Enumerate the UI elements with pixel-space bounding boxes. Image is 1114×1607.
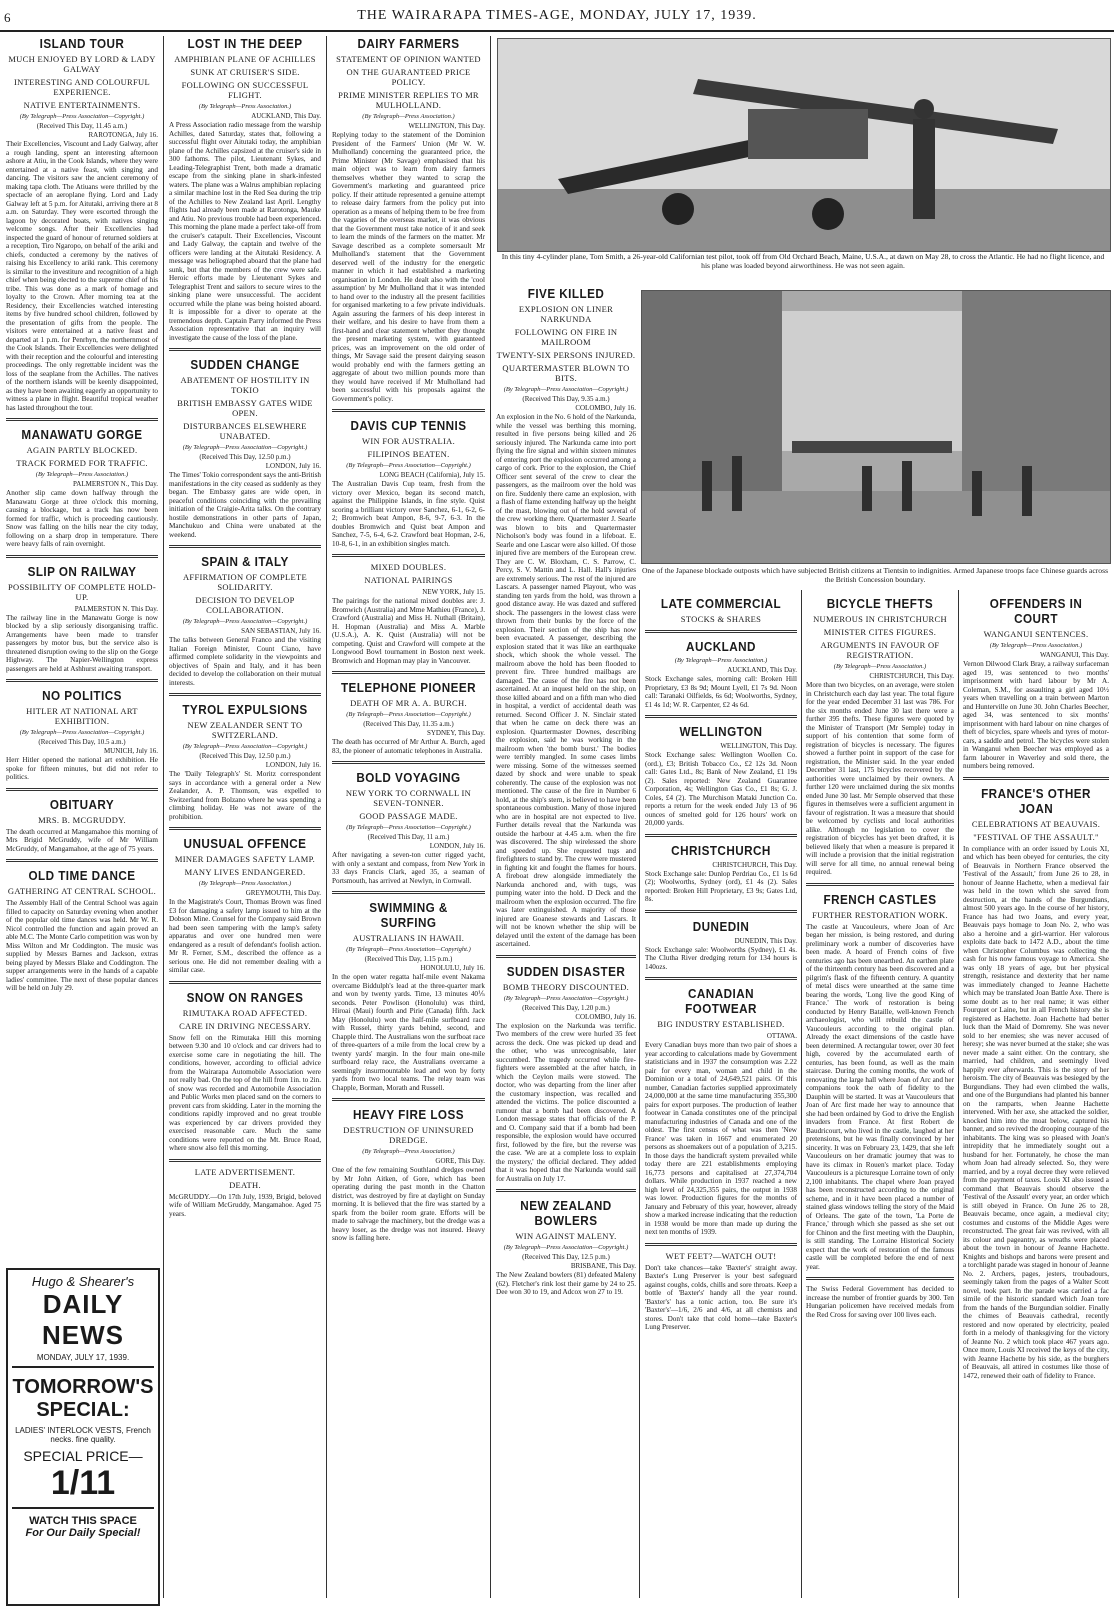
article-body: The Times' Tokio correspondent says the anti-British manifestations in the city ceased as suddenly as they began. The Embassy gates are wide open, in peaceful conditions coinciding with the prevailing initiation of the Craigie-Arita talks. On the contrary hostile demonstrations in other parts of Japan, Manchukuo and China were unabated at the weekend. (169, 471, 321, 539)
subheadline: NATIONAL PAIRINGS (364, 575, 453, 585)
subheadline: AMPHIBIAN PLANE OF ACHILLES (174, 54, 316, 64)
byline: (By Telegraph—Press Association.) (674, 657, 768, 664)
article-rule (332, 409, 485, 412)
byline: (By Telegraph—Press Association.) (35, 471, 129, 478)
article-rule (169, 693, 321, 696)
subheadline: HITLER AT NATIONAL ART EXHIBITION. (26, 706, 138, 726)
headline: OFFENDERS IN COURT (989, 596, 1083, 626)
dateline: WELLINGTON, This Day. (720, 742, 797, 750)
byline: (By Telegraph—Press Association—Copyright.) (19, 729, 145, 736)
subheadline: FILIPINOS BEATEN. (367, 449, 450, 459)
article-rule (496, 955, 636, 958)
subheadline: CELEBRATIONS AT BEAUVAIS. (971, 818, 1101, 829)
article (6, 36, 158, 412)
column-1 (6, 30, 158, 1262)
article-rule (806, 883, 954, 886)
subheadline: PRIME MINISTER REPLIES TO MR MULHOLLAND. (338, 90, 479, 110)
byline: (By Telegraph—Press Association—Copyright.) (346, 946, 471, 953)
dateline: SAN SEBASTIAN, July 16. (241, 627, 321, 635)
subheadline: FOLLOWING ON FIRE IN MAILROOM (514, 327, 618, 347)
article (169, 36, 321, 342)
subheadline: INTERESTING AND COLOURFUL EXPERIENCE. (14, 77, 150, 97)
article-body: In the open water regatta half-mile event Nakama overcame Biddulph's lead at the three-quarter mark and won by twenty yards. Time, 13 minutes 40⅕ seconds. Peter Powlison (Honolulu) was third, Hiroai (Maui) fourth and Pirie (Canada) fifth. Jack May (Honolulu) won the half-mile surfboard race with Russel, thirty yards behind, second, and Chapple third. The Australians won the surfboat race of three-quarters of a mile from the local crew by a twenty yards' margin. In the four main one-mile surfboard relay race, the Australians overcame a seemingly insurmountable lead and won by forty yards from two local teams. The relay team was Chapple, Borman, Morath and Russell. (332, 973, 485, 1092)
dateline: COLOMBO, July 16. (575, 1012, 636, 1021)
article-rule (6, 418, 158, 421)
subheadline: EXPLOSION ON LINER NARKUNDA (518, 304, 614, 324)
subheadline: MINER DAMAGES SAFETY LAMP. (174, 854, 316, 864)
subheadline: NEW YORK TO CORNWALL IN SEVEN-TONNER. (345, 788, 472, 808)
byline: (By Telegraph—Press Association—Copyright.) (182, 743, 308, 750)
article (806, 596, 954, 877)
ad-special-price-label: SPECIAL PRICE— (23, 1448, 143, 1464)
tientsin-photo-caption: One of the Japanese blockade outposts which have subjected British citizens at Tientsin to indignities. Armed Japanese troops face Chinese guards across the British Concession boundary. (641, 566, 1109, 584)
article (332, 409, 485, 548)
byline: (By Telegraph—Press Association—Copyright.) (503, 994, 629, 1002)
ad-item: LADIES' INTERLOCK VESTS, French necks. fine quality. (15, 1426, 151, 1444)
article (645, 977, 797, 1237)
article-rule (169, 981, 321, 984)
headline: BICYCLE THEFTS (826, 596, 934, 611)
subheadline: NEW ZEALANDER SENT TO SWITZERLAND. (187, 720, 303, 740)
article-body: More than two bicycles, on an average, were stolen in Christchurch each day last year. The total figure for the year ended December 31 last was 786. For the six months ended June 30 last there were a further 395 thefts. These figures were quoted by the Minister of Transport (Mr Semple) today in support of his contention that some form of registration of bicycles is necessary. The figures showed a further point in support of the case for registration, the Minister said. In the year ended December 31 last, 175 bicycles recovered by the authorities were unclaimed by their owners. A further 120 were unclaimed during the six months ended June 30 last. Mr Semple observed that these figures in themselves were a sufficient argument in favour of registration. It was a measure that should be welcomed by cyclists and local authorities alike. Although no legislation to cover the registration of bicycles has yet been drafted, it is believed likely that when a measure is prepared it will include a provision that the initial registration will serve for all time, no annual renewal being required. (806, 681, 954, 876)
dateline: HONOLULU, July 16. (420, 964, 485, 972)
ad-watch: WATCH THIS SPACE (29, 1515, 137, 1527)
dateline: LONDON, July 16. (265, 761, 321, 769)
received-time: (Received This Day, 1.15 p.m.) (364, 955, 453, 963)
headline: DAIRY FARMERS (357, 36, 460, 51)
headline: TELEPHONE PIONEER (340, 680, 477, 695)
headline: NEW ZEALAND BOWLERS (520, 1198, 612, 1228)
headline: LATE COMMERCIAL (660, 596, 782, 611)
plane-photo (497, 38, 1111, 252)
article (332, 36, 485, 403)
subheadline: WET FEET?—WATCH OUT! (665, 1250, 777, 1261)
dateline: OTTAWA. (766, 1032, 797, 1040)
subheadline: TWENTY-SIX PERSONS INJURED. (496, 350, 636, 360)
article (6, 679, 158, 782)
received-time: (Received This Day, 1.20 p.m.) (522, 1003, 610, 1012)
article-body: Their Excellencies, Viscount and Lady Galway, after a rough landing, spent an interesting afternoon ashore at Atiu, in the Cook Islands, where they were entertained at a native feast, with singing and dancing. The visitors saw the ancient ceremony of making tapa cloth. The Atiuans were thrilled by the spectacle of an aeroplane flying. Lord and Lady Galway left at 5 p.m. for Aitutaki, arriving there at 8 a.m. on Saturday. They were escorted through the lagoon by decorated boats, with natives singing welcome songs. After their Excellencies had inspected the guard of honour of returned soldiers at a reception, Tiro Ngaropo, on behalf of the ariki and chiefs, conducted a ceremony by the natives of raising his Excellency to ariki rank. This ceremony is similar to the investiture and recognition of a high chief when being elected to the supreme chief of his tribe. This was done as a mark of homage and loyalty to the Crown. After morning tea at the Residency, their Excellencies watched interesting items by five hundred school children, followed by the presentation of gifts from the people. The visitors were entertained at a native feast and departed at 1 p.m. for Penrhyn, the northernmost of the Cook Islands. Their Excellencies were delighted with their reception and the colourful and interesting proceedings. The only regrettable incident was the loss of the seaplane from the Achilles. The natives of the northern islands will be keenly disappointed, as they have been awaiting eagerly an opportunity to witness a plane in flight. Beautiful tropical weather has lasted throughout the tour. (6, 140, 158, 412)
received-time: (Received This Day, 12.50 p.m.) (199, 752, 291, 760)
article (496, 1189, 636, 1297)
article (169, 827, 321, 975)
article (169, 348, 321, 539)
article-rule (169, 827, 321, 830)
dateline: AUCKLAND, This Day. (727, 666, 797, 674)
tientsin-photo (641, 290, 1111, 564)
article (963, 777, 1109, 1381)
subheadline: WIN FOR AUSTRALIA. (362, 436, 455, 446)
column-6 (806, 590, 954, 1598)
subheadline: BOMB THEORY DISCOUNTED. (502, 981, 630, 992)
article (645, 1243, 797, 1332)
article-body: The death occurred at Mangamahoe this morning of Mrs Brigid McGruddy, wife of Mr William McGruddy, of Mangamahoe, at the age of 75 years. (6, 827, 158, 853)
article-body: Another slip came down halfway through the Manawatu Gorge at three o'clock this morning, causing a blockage, but a track has now been formed for traffic, which is proceeding cautiously. Snow was falling on the hills near the city today, following on a sharp drop in temperature. There were heavy falls of rain overnight. (6, 489, 158, 548)
received-time: (Received This Day, 12.5 p.m.) (522, 1253, 610, 1261)
dateline: CHRISTCHURCH, This Day. (712, 860, 797, 869)
article (806, 883, 954, 1272)
headline: OLD TIME DANCE (28, 868, 136, 883)
subheadline: MRS. B. MCGRUDDY. (38, 814, 126, 825)
article (963, 596, 1109, 771)
subheadline: STATEMENT OF OPINION WANTED (336, 54, 481, 64)
headline: MANAWATU GORGE (21, 427, 143, 442)
article (645, 834, 797, 904)
article-body: The railway line in the Manawatu Gorge is now blocked by a slip seriously disorganising traffic. Arrangements have been made to transfer passengers by motor bus, but the service also is threatened disruption owing to the slip on the Gorge Highway. The Napier-Wellington express passengers are held at Ashhurst awaiting transport. (6, 613, 158, 673)
article-rule (645, 715, 797, 718)
article-body: Stock Exchange sale: Dunlop Perdriau Co., £1 1s 6d (2); Woolworths, Sydney (ord), £1 4s (2). Sales reported: Broken Hill Proprietary, £3 9s; Gates Ltd, 8s. (645, 869, 797, 903)
byline: (By Telegraph—Press Association.) (362, 113, 455, 120)
dateline: PALMERSTON N. This Day. (74, 604, 158, 613)
byline: (By Telegraph—Press Association—Copyright.) (182, 444, 308, 451)
article-rule (963, 777, 1109, 780)
headline: CANADIAN FOOTWEAR (685, 986, 757, 1016)
article-rule (332, 554, 485, 557)
received-time: (Received This Day, 9.35 a.m.) (522, 395, 610, 403)
dateline: LONDON, July 16. (429, 842, 485, 850)
subheadline: ON THE GUARANTEED PRICE POLICY. (346, 67, 471, 87)
article-body: Stock Exchange sale: Woolworths (Sydney), £1 4s. The Clutha River dredging return for 134 hours is 140ozs. (645, 945, 797, 971)
article-rule (332, 891, 485, 894)
subheadline: AGAIN PARTLY BLOCKED. (26, 445, 138, 455)
article-rule (6, 679, 158, 682)
article (169, 545, 321, 687)
article-body: A Press Association radio message from the warship Achilles, dated Saturday, states that, following a successful flight over Aitutaki today, the amphibian plane of the Achilles capsized at the cruiser's side in 300 fathoms. The pilot, Lieutenant Sykes, and Leading-Telegraphist Trent, both made a dramatic escape from the sinking plane in shark-infested waters. The plane was a Walrus amphibian replacing a similar machine lost in the Red Sea during the trip of the Achilles to New Zealand last April. Lengthy flights had already been made at Rarotonga, Mauke and Atiu. No previous trouble had been experienced. This morning the plane made a perfect take-off from the cruiser's catapult. Their Excellencies, Viscount and Lady Galway, the captain and twelve of the officers were landing at the Aitutaki Residency. A message was heliographed aboard that the plane had sunk, but that the members of the crew were safe. Heroic efforts made by Lieutenant Sykes and Telegraphist Trent and sailors to secure wires to the sinking plane were unsuccessful. The accident occurred while the plane was being hoisted aboard. It is impossible for a diver to operate at the tremendous depth. Captain Parry informed the Press Association representative that an inquiry will investigate the cause of the loss of the plane. (169, 121, 321, 342)
article (332, 761, 485, 885)
headline: AUCKLAND (686, 639, 756, 654)
headline: SLIP ON RAILWAY (27, 563, 137, 579)
masthead (0, 0, 1114, 30)
article (6, 418, 158, 549)
article-rule (645, 630, 797, 633)
headline: CHRISTCHURCH (671, 842, 771, 858)
byline: (By Telegraph—Press Association—Copyright.) (346, 462, 471, 469)
article (332, 891, 485, 1092)
article (496, 955, 636, 1184)
article-body: The death has occurred of Mr Arthur A. Burch, aged 83, the pioneer of automatic telephones in Australia. (332, 738, 485, 755)
ad-special-heading: TOMORROW'S SPECIAL: (12, 1376, 154, 1421)
column-5 (645, 590, 797, 1598)
article-body: After navigating a seven-ton cutter rigged yacht, with only a sextant and compass, from New York in 33 days Francis Clark, aged 35, a seaman of Portsmouth, has arrived at Newlyn, in Cornwall. (332, 851, 485, 885)
article-body: In compliance with an order issued by Louis XI, and which has been obeyed for centuries, the city of Beauvais in Northern France observed the 'Festival of the Assault,' from June 26 to 28, in honour of Jeanne Hachette, when a medieval fair was held in the town which she saved from destruction, at the hands of the Burgundians, almost 500 years ago. In the course of her history, France has had two Joans, and every year, Beauvais pays homage to Joan No. 2, who was also a heroine and a girl-warrior. Her valorous exploits date back to 1472 A.D., about the time when Christopher Columbus was collecting the cash for his now famous voyage to America. She was only 18 years of age, but her physical strength, resistance and dexterity that her name was immediately changed to Jeanne Hachette which may be translated Joan Battle Axe. There is some doubt as to her real name; it was either Fourquet or Laine, but in all French history she is registered as Hachette. Joan Hachette had better luck than the Maid of Domremy. She was never sold to her enemies; she was never accused of heresy; she was never burned at the stake; she was never made a saint either. On the contrary, she married, had children, and seemingly lived happily ever afterwards. This is the story of her heroism. The city of Beauvais was besieged by the Burgundians. They had even climbed the walls, and one of the Burgundians had planted his banner on the ramparts, when Jeanne Hachette intervened. With her axe, she attacked the soldier, knocked him into the moat below, captured his banner, and so revived the drooping courage of the inhabitants. The king was so pleased with Joan's intrepidity that he immediately sought out a husband for her. Fortunately, he chose the man whom Joan had already selected. So, they were married, and by a royal decree they were relieved from the payment of taxes. Louis XI also issued a command that Beauvais should observe the 'Festival of the Assault' every year, an order which is still obeyed in France. On June 26 to 28, Beauvais became, once again, a medieval city; costumes and customs of the Middle Ages were reconstructed. The great fair was revived, with all its colour and pageantry, as wreaths were placed about the town in honour of Jeanne Hachette. Knights and bishops and barons were present and a torchlight parade was staged in honour of Jeanne No. 2. Archers, pages, jesters, troubadours, seemingly taken from the pages of a Walter Scott novel, took part. In the parade was carried a fac simile of the historic standard which Joan tore from the hands of the Burgundian soldier. Finally the chimes of Beauvais cathedral, recently restored and now operated by electricity, pealed forth in a melody of thanksgiving for the victory of Jeanne No. 2 which took place 467 years ago. Once more, Louis XI received the keys of the city, with Jeanne Hachette by his side, as the burghers of Beauvais, all attired in costumes like those of 1472, renewed their oath of fidelity to France. (963, 844, 1109, 1380)
article-body: Herr Hitler opened the national art exhibition. He spoke for fifteen minutes, but did not refer to politics. (6, 756, 158, 781)
dateline: COLOMBO, July 16. (575, 404, 636, 412)
article-rule (169, 1159, 321, 1162)
article (332, 671, 485, 755)
subheadline: MIXED DOUBLES. (370, 562, 447, 572)
subheadline: WANGANUI SENTENCES. (983, 629, 1089, 639)
dateline: WANGANUI, This Day. (1039, 651, 1109, 659)
byline: (By Telegraph—Press Association.) (198, 103, 292, 110)
subheadline: WIN AGAINST MALENY. (515, 1231, 617, 1241)
headline: ISLAND TOUR (39, 36, 125, 51)
article-rule (645, 834, 797, 837)
article-rule (645, 977, 797, 980)
subheadline: ARGUMENTS IN FAVOUR OF REGISTRATION. (820, 640, 940, 660)
article-body: Stock Exchange sales: Wellington Woollen Co. (ord.), £3; British Tobacco Co., £2 12s 3d. Noon call: Gates Ltd., 8s; Bank of New Zealand, £1 19s (2). Sales reported: New Zealand Guarantee Corporation, 4s; Wellington Gas Co., £1 8s; G. J. Coles, £4 (2). The Murchison Mataki Junction Co. reports a return for the week ended July 13 of 96 ounces of smelted gold for 126 hours' work on 20,000 yards. (645, 751, 797, 827)
article-body: The talks between General Franco and the visiting Italian Foreign Minister, Count Ciano, have affirmed complete solidarity in the viewpoints and objectives of Spain and Italy, and it has been decided to develop the collaboration on their mutual interests. (169, 636, 321, 687)
article-rule (6, 788, 158, 791)
column-4 (496, 280, 636, 1598)
article-body: One of the few remaining Southland dredges owned by Mr John Aitken, of Gore, which has been operating during the past month in the Chatton district, was destroyed by fire at daylight on Sunday morning. It is believed that the fire was started by a spark from the boiler room grate. Efforts will be made to salvage the machinery, but the dredge was a heavy loser, as the dredge was not insured. Heavy snow is falling here. (332, 1166, 485, 1242)
subheadline: CARE IN DRIVING NECESSARY. (179, 1020, 311, 1031)
masthead-rule (0, 30, 1114, 32)
article-body: The castle at Vaucouleurs, where Joan of Arc began her mission, is being restored, and during preliminary work a number of discoveries have been made. A hoard of French coins of five centuries ago has been unearthed. An earthen plate of the thirteenth century has been discovered and a pilgrim's flask of the fifteenth century. A quantity of metal discs were unearthed at the same time bearing the words, 'Long live the good King of France.' The work of restoration is being conducted by Henry Bataille, well-known French archaeologist, who will rebuild the castle of Vaucouleurs according to the original plan. Already the exact dimensions of the castle have been determined. A rectangular tower, over 30 feet high, covered by the accumulated earth of centuries, has been found, as well as the main staircase. During the coming months, the work of renovating the large hall where Joan of Arc and her companions took the oath of fidelity to the Dauphin will be started. It was at Vaucouleurs that Joan of Arc first made her way to announce that she had been ordained by God to drive the English invaders from France. At first Robert de Baudricourt, who lived in the castle, laughed at her pretensions, but he was finally convinced by her sincerity. It was on February 23, 1429, that she left Vaucouleurs on her dramatic journey that was to have its climax in Rouen's market place. Today Vaucouleurs is a picturesque Lorraine town of only 2,100 inhabitants. The chapel where Joan prayed has been reconstructed according to the original scheme, and in it have been placed a number of stained glass windows telling the story of the Maid of Orleans. The gate of the town, 'La Porte de France,' through which she passed as she set out for Chinon and the first meeting with the Dauphin, is still standing. The Lorraine Historical Society expect that the work of restoration of the famous castle will be completed before the end of next year. (806, 922, 954, 1271)
ad-daily-special: For Our Daily Special! (25, 1527, 141, 1539)
article (645, 910, 797, 972)
headline: SWIMMING & SURFING (369, 900, 448, 930)
article (169, 693, 321, 821)
article-rule (332, 1098, 485, 1101)
byline: (By Telegraph—Press Association.) (989, 642, 1083, 649)
byline: (By Telegraph—Press Association.) (198, 880, 292, 887)
headline: DUNEDIN (692, 918, 750, 934)
column-rule (958, 590, 959, 1598)
article-body: An explosion in the No. 6 hold of the Narkunda, while the vessel was berthing this morning, resulted in five persons being killed and 26 seriously injured. The Narkunda came into port flying the fire signal and within sixteen minutes of entering port the explosion occurred among a cargo of cork. Prior to the explosion, the Chief Officer sent several of the crew to clear the passengers, as the mailroom over the hold was on fire. Suddenly there came an explosion, with a flash of flame extending halfway up the height of the mast, blowing out of the hold several of the crew working there. Quartermaster J. Searle was blown to bits and Quartermaster Nicholson's body was found in a lifeboat. E. Searle and one Lascar were also killed. Of those injured five are members of the European crew. They are C. W. Bloxham, C. S. Parrow, C. Percy, S. V. Mattin and L. Hall. Hall's injuries are extremely serious. The rest of the injured are Lascars. A passenger named Playout, who was standing ten yards from the hold, was thrown a good distance away. He was dazed and suffered shock. The passengers in the lowest class were thrown from their bunks by the force of the explosion. Their section of the ship has now been evacuated. A passenger, describing the explosion stated that it was like an earthquake shock, which shook the whole vessel. The mailroom above the hold has been flooded to prevent fire. Three hundred mailbags are damaged. The cause of the fire has not been ascertained. At an inquest held on the ship, on those killed aboard and on a fifth man who died in hospital, a verdict of accidental death was returned. Second Officer J. N. Sinclair stated that when he came on deck there was an explosion. Quartermaster Downes, describing the explosion, said he was working in the mailroom when 'the bomb burst.' The bodies were terribly mangled. In some cases limbs were missing. Some of the witnesses seemed dazed by shock and were unable to speak coherently. The cause of the explosion was not mentioned. The cause of the fire in Number 6 hold, at the ship's stern, is believed to have been spontaneous combustion. Many of those injured who are in hospital are not expected to live. Further details reveal that the Narkunda was outside the harbour at 4.45 a.m. when the fire was discovered. The ship wirelessed the shore and speeded up. She requested tugs and firefighters to stand by. The crew were mustered in fighting kit and fought the flames for hours. A fireboat drew alongside immediately the Narkunda anchored and, with tugs, was pumping water into the hold. D Deck and the mailroom when the explosion occurred. The fire was later extinguished. A majority of those injured are Goanese stewards and Lascars. It will not be known whether the ship will be delayed until the extent of the damage has been ascertained. (496, 413, 636, 948)
subheadline: LATE ADVERTISEMENT. (194, 1166, 296, 1177)
column-rule (326, 36, 327, 1598)
received-time: (Received This Day, 12.50 p.m.) (199, 453, 291, 461)
received-time: (Received This Day, 11.45 a.m.) (36, 122, 128, 130)
byline: (By Telegraph—Press Association—Copyright.) (19, 113, 145, 120)
subheadline: AFFIRMATION OF COMPLETE SOLIDARITY. (182, 572, 308, 592)
byline: (By Telegraph—Press Association—Copyright.) (346, 711, 471, 718)
plane-photo-caption: In this tiny 4-cylinder plane, Tom Smith, a 26-year-old Californian test pilot, took off from Old Orchard Beach, Maine, U.S.A., at dawn on May 28, to cross the Atlantic. He had no flight licence, and his plane was loaded beyond airworthiness. He was not seen again. (501, 252, 1105, 270)
column-rule (801, 590, 802, 1598)
subheadline: POSSIBILITY OF COMPLETE HOLD-UP. (8, 581, 156, 602)
subheadline: TRACK FORMED FOR TRAFFIC. (16, 458, 148, 468)
article-body: The pairings for the national mixed doubles are: J. Bromwich (Australia) and Mme Mathieu (France), J. Crawford (Australia) and Miss H. Nuthall (Britain), H. Hopman (Australia) and Miss A. Marble (U.S.A.), A. K. Quist (Australia) will not be competing. Quist and Crawford will compete at the Longwood Bowl tournament in Boston next week. Bromwich and Hopman may play in Vancouver. (332, 597, 485, 665)
article (496, 286, 636, 949)
byline: (By Telegraph—Press Association—Copyright.) (503, 386, 629, 393)
subheadline: MANY LIVES ENDANGERED. (184, 867, 306, 877)
article (6, 555, 158, 674)
article (169, 1159, 321, 1219)
article-rule (332, 671, 485, 674)
headline: WELLINGTON (679, 724, 763, 739)
ad-price: 1/11 (50, 1464, 116, 1502)
headline: FRENCH CASTLES (823, 891, 937, 907)
headline: SUDDEN DISASTER (506, 963, 626, 979)
subheadline: DEATH OF MR A. A. BURCH. (350, 698, 467, 708)
article-body: Snow fell on the Rimutaka Hill this morning between 9.30 and 10 o'clock and car drivers had to exercise some care in negotiating the hill. The conditions, however, according to official advice from the Wairarapa Automobile Association were not really bad. On the top of the hill from 1in. to 2in. of snow was recorded and Automobile Association and Public Works men placed sand on the corners to prevent cars from skidding. Later in the morning the conditions rapidly improved and no great trouble was experienced by car drivers provided they exercised reasonable care. Much the same conditions were reported on the Mt. Bruce Road, where snow also fell this morning. (169, 1033, 321, 1152)
article-body: The 'Daily Telegraph's' St. Moritz correspondent says in accordance with a general order a New Zealander, A. P. Thomson, was expelled to Switzerland from Bolzano where he was spending a climbing holiday. He was not aware of the prohibition. (169, 770, 321, 821)
article (6, 859, 158, 993)
dateline: WELLINGTON, This Day. (408, 122, 485, 130)
plane-image (498, 39, 1110, 251)
subheadline: RIMUTAKA ROAD AFFECTED. (182, 1007, 308, 1018)
dateline: RAROTONGA, July 16. (88, 131, 158, 139)
subheadline: GOOD PASSAGE MADE. (359, 811, 458, 821)
subheadline: STOCKS & SHARES (680, 614, 762, 624)
article-rule (645, 1243, 797, 1246)
dateline: LONDON, July 16. (265, 462, 321, 470)
subheadline: MINISTER CITES FIGURES. (823, 627, 937, 637)
headline: TYROL EXPULSIONS (182, 702, 308, 717)
subheadline: DISTURBANCES ELSEWHERE UNABATED. (183, 421, 307, 441)
subheadline: QUARTERMASTER BLOWN TO BITS. (502, 363, 630, 383)
article-body: Replying today to the statement of the Dominion President of the Farmers' Union (Mr W. W. Mulholland) concerning the guaranteed price, the Prime Minister (Mr Savage) emphasised that his main object was to learn from dairy farmers themselves whether they wanted to scrap the Government's marketing and guaranteed price policy. If their attitude represented a genuine attempt to release dairy farmers from the policy put into operation as a means of helping them to be free from the vagaries of the overseas market, it was obvious that the Government must take notice of it and seek to learn the minds of the farmers on the matter. Mr Savage described as a complete somersault Mr Mulholland's statement that the Government deserved well of the industry for the energetic manner in which it had established a marketing organisation in London. He dealt also with the 'cool assumption' by Mr Mulholland that it was intended to hand over to the industry all the present facilities for organised marketing to a few private individuals. Again assuring the farmers of his deep interest in their welfare, and his desire to have from them a first-hand and clear statement whether they thought the present marketing system, with guaranteed prices, was an improvement on the old order of things, Mr Savage said the present dairying season would probably end with the farmers getting an aggregate of about two million pounds more than they would have received if Mr Mulholland had been successful with his proposals against the Government's policy. (332, 131, 485, 403)
subheadline: AUSTRALIANS IN HAWAII. (352, 933, 465, 943)
article (645, 715, 797, 828)
article-body: Every Canadian buys more than two pair of shoes a year according to calculations made by Government statisticians and in 1937 the consumption was 2.22 pair for every man, woman and child in the Dominion or a total of 24,649,521 pairs. Of this number, Canadian factories supplied approximately 24,000,000 at the same time manufacturing 355,300 pairs for export purposes. The production of leather footwear in Canada constitutes one of the principal manufacturing industries of Canada and one of the oldest. The first census of what was then 'New France' was taken in 1667 and enumerated 20 persons as shoemakers out of a population of 3,215. In those days the handicraft system prevailed while today there are 221 establishments employing 16,773 persons and capitalised at 27,374,704 dollars. While production in 1937 reached a new high level of 24,325,355 pairs, the output in 1938 was lower. Production figures for the months of January and February of this year, however, already show a marked increase indicating that the reduction in 1938 would be more than made up during the next ten months of 1939. (645, 1041, 797, 1236)
article-body: Stock Exchange sales, morning call: Broken Hill Proprietary, £3 8s 9d; Mount Lyell, £1 7s 9d. Noon call: Taranaki Oilfields, 6s 6d; Woolworths, Sydney, £1 4s 1d; W. R. Carpenter, £2 4s 6d. (645, 675, 797, 709)
subheadline: "FESTIVAL OF THE ASSAULT." (973, 831, 1099, 842)
subheadline: MUCH ENJOYED BY LORD & LADY GALWAY (8, 54, 156, 74)
article-body: The Swiss Federal Government has decided to increase the number of frontier guards by 300. Ten Hungarian policemen have received medals from the Red Cross for saving over 100 lives each. (806, 1285, 954, 1319)
article-rule (645, 910, 797, 913)
ad-title: DAILY NEWS (42, 1289, 124, 1350)
subheadline: DECISION TO DEVELOP COLLABORATION. (195, 595, 295, 615)
column-3 (332, 30, 485, 1598)
column-rule (490, 36, 491, 1598)
received-time: (Received This Day, 10.5 a.m.) (38, 738, 126, 746)
article (6, 788, 158, 854)
ad-date: MONDAY, JULY 17, 1939. (36, 1353, 130, 1362)
hugo-shearer-advertisement (6, 1268, 160, 1606)
headline: NO POLITICS (42, 688, 122, 703)
column-2 (169, 30, 321, 1598)
headline: OBITUARY (49, 796, 115, 812)
article-body: Vernon Dilwood Clark Bray, a railway surfaceman aged 19, was sentenced to two months' imprisonment with hard labour by Mr A. Coleman, S.M., for assaulting a girl aged 10½ years when travelling on a train between Marton and Hunterville on June 30. John Charles Beecher, aged 34, was sentenced to six months' imprisonment with hard labour on nine charges of theft of bicycles, spare wheels and tyres of motor-cars, a saddle and petrol. The bicycles were stolen in Wanganui when Beecher was employed as a farm labourer in Waverley and sold there, the numbers being removed. (963, 660, 1109, 770)
subheadline: GATHERING AT CENTRAL SCHOOL. (7, 886, 157, 896)
article-rule (6, 859, 158, 862)
article-rule (169, 545, 321, 548)
dateline: LONG BEACH (California), July 15. (379, 471, 485, 479)
headline: LOST IN THE DEEP (187, 36, 303, 51)
headline: BOLD VOYAGING (356, 770, 461, 785)
headline: FRANCE'S OTHER JOAN (981, 785, 1091, 816)
article-rule (6, 555, 158, 558)
dateline: PALMERSTON N., This Day. (73, 480, 158, 488)
column-rule (639, 590, 640, 1598)
received-time: (Received This Day, 11 a.m.) (367, 833, 450, 841)
subheadline: NATIVE ENTERTAINMENTS. (23, 100, 141, 110)
dateline: AUCKLAND, This Day. (251, 112, 321, 120)
received-time: (Received This Day, 11.35 a.m.) (363, 720, 454, 728)
subheadline: BIG INDUSTRY ESTABLISHED. (657, 1019, 785, 1029)
byline: (By Telegraph—Press Association—Copyright.) (182, 618, 308, 625)
article (332, 554, 485, 665)
headline: SUDDEN CHANGE (190, 357, 300, 372)
article-body: The Australian Davis Cup team, fresh from the victory over Mexico, began its second match, against the Philippine Islands, in fine style. Quist scoring a brilliant victory over Sanchez, 6-1, 6-2, 6-2; Bromwich beat Ampon, 8-6, 9-7, 6-3. In the doubles Bromwich and Quist beat Ampon and Sanchez, 7-5, 6-4, 6-2. Crawford beat Hopman, 2-6, 10-8, 6-1, in an exhibition singles match. (332, 480, 485, 548)
article-rule (806, 1277, 954, 1280)
article-body: The New Zealand bowlers (81) defeated Maleny (62). Fletcher's rink lost their game by 24 to 25. Dee won 30 to 19, and Adcox won 27 to 19. (496, 1271, 636, 1296)
tientsin-image (642, 291, 1110, 563)
headline: DAVIS CUP TENNIS (350, 418, 467, 433)
subheadline: FOLLOWING ON SUCCESSFUL FLIGHT. (181, 80, 309, 100)
subheadline: DEATH. (229, 1179, 261, 1190)
subheadline: DESTRUCTION OF UNINSURED DREDGE. (343, 1125, 474, 1145)
article-body: McGRUDDY.—On 17th July, 1939, Brigid, beloved wife of William McGruddy, Mangamahoe. Aged 75 years. (169, 1192, 321, 1218)
page-number: 6 (4, 10, 11, 25)
headline: SNOW ON RANGES (186, 989, 304, 1005)
headline: UNUSUAL OFFENCE (183, 836, 307, 851)
article (645, 596, 797, 624)
article (169, 981, 321, 1153)
article (806, 1277, 954, 1319)
article-body: In the Magistrate's Court, Thomas Brown was fined £3 for damaging a safety lamp issued to him at the Dobson Mine. Counsel for the Company said Brown had been seen tampering with the lamp's safety apparatus and over one hundred men were endangered as a result of defendant's foolish action. Mr R. Ferner, S.M., described the offence as a serious one. He did not remember dealing with a similar case. (169, 898, 321, 974)
article-rule (496, 1189, 636, 1192)
dateline: SYDNEY, This Day. (426, 729, 485, 737)
dateline: GORE, This Day. (435, 1157, 485, 1165)
byline: (By Telegraph—Press Association.) (833, 663, 927, 670)
article-body: The explosion on the Narkunda was terrific. Two members of the crew were hurled 35 feet across the deck. One was picked up dead and the other, who was unrecognisable, later succumbed. The tragedy occurred while fire-fighters were assembled at the after hatch, in which the Ceylon mails were stowed. The doctor, who was departing from the liner after the customary inspection, was recalled and attended the victims. The police discounted a rumour that a bomb had been discovered. A London message states that officials of the P. and O. Company said that if a bomb had been responsible, the explosion would have occurred first, followed by the fire, but the reverse was the case. 'We are at a complete loss to explain the mystery,' the official declared. They added that it was hoped that the Narkunda would sail for Australia on July 17. (496, 1021, 636, 1183)
column-rule (163, 36, 164, 1598)
headline: HEAVY FIRE LOSS (352, 1107, 464, 1122)
column-7 (963, 590, 1109, 1598)
subheadline: NUMEROUS IN CHRISTCHURCH (813, 614, 947, 624)
byline: (By Telegraph—Press Association—Copyright.) (503, 1244, 629, 1251)
byline: (By Telegraph—Press Association—Copyright.) (346, 824, 471, 831)
dateline: NEW YORK, July 15. (422, 588, 485, 596)
headline: SPAIN & ITALY (201, 554, 289, 569)
subheadline: FURTHER RESTORATION WORK. (812, 909, 948, 920)
article-body: The Assembly Hall of the Central School was again filled to capacity on Saturday evening when another of the popular old time dances was held. Mr W. R. Nicol controlled the function and again proved an able M.C. The Monte Carlo competition was won by Miss Wilton and Mr Coddington. The music was supplied by Messrs Barnes and Jackson, extras being played by Messrs Blake and Coddington. The supper arrangements were in the hands of a capable ladies' committee. The next of these popular dances will be held on July 29. (6, 899, 158, 992)
article-rule (169, 348, 321, 351)
article-rule (332, 761, 485, 764)
ad-brand: Hugo & Shearer's (31, 1274, 135, 1289)
dateline: CHRISTCHURCH, This Day. (869, 672, 954, 680)
subheadline: ABATEMENT OF HOSTILITY IN TOKIO (180, 375, 310, 395)
article (332, 1098, 485, 1243)
headline: FIVE KILLED (527, 286, 605, 301)
dateline: BRISBANE, This Day. (570, 1262, 636, 1270)
subheadline: BRITISH EMBASSY GATES WIDE OPEN. (177, 398, 313, 418)
subheadline: SUNK AT CRUISER'S SIDE. (190, 67, 300, 77)
dateline: GREYMOUTH, This Day. (245, 889, 321, 897)
article (645, 630, 797, 709)
dateline: DUNEDIN, This Day. (734, 936, 797, 945)
byline: (By Telegraph—Press Association.) (362, 1148, 455, 1155)
masthead-title: THE WAIRARAPA TIMES-AGE, MONDAY, JULY 17, 1939. (357, 8, 757, 23)
article-body: Don't take chances—take 'Baxter's' straight away. Baxter's Lung Preserver is your best safeguard against coughs, colds, chills and sore throats. Keep a bottle of 'Baxter's' handy all the year round. 'Baxter's' has a tonic action, too. Be sure it's 'Baxter's'—1/6, 2/6 and 4/6, at all chemists and stores. Don't take that cold home—take Baxter's Lung Preserver. (645, 1263, 797, 1331)
dateline: MUNICH, July 16. (103, 747, 158, 755)
